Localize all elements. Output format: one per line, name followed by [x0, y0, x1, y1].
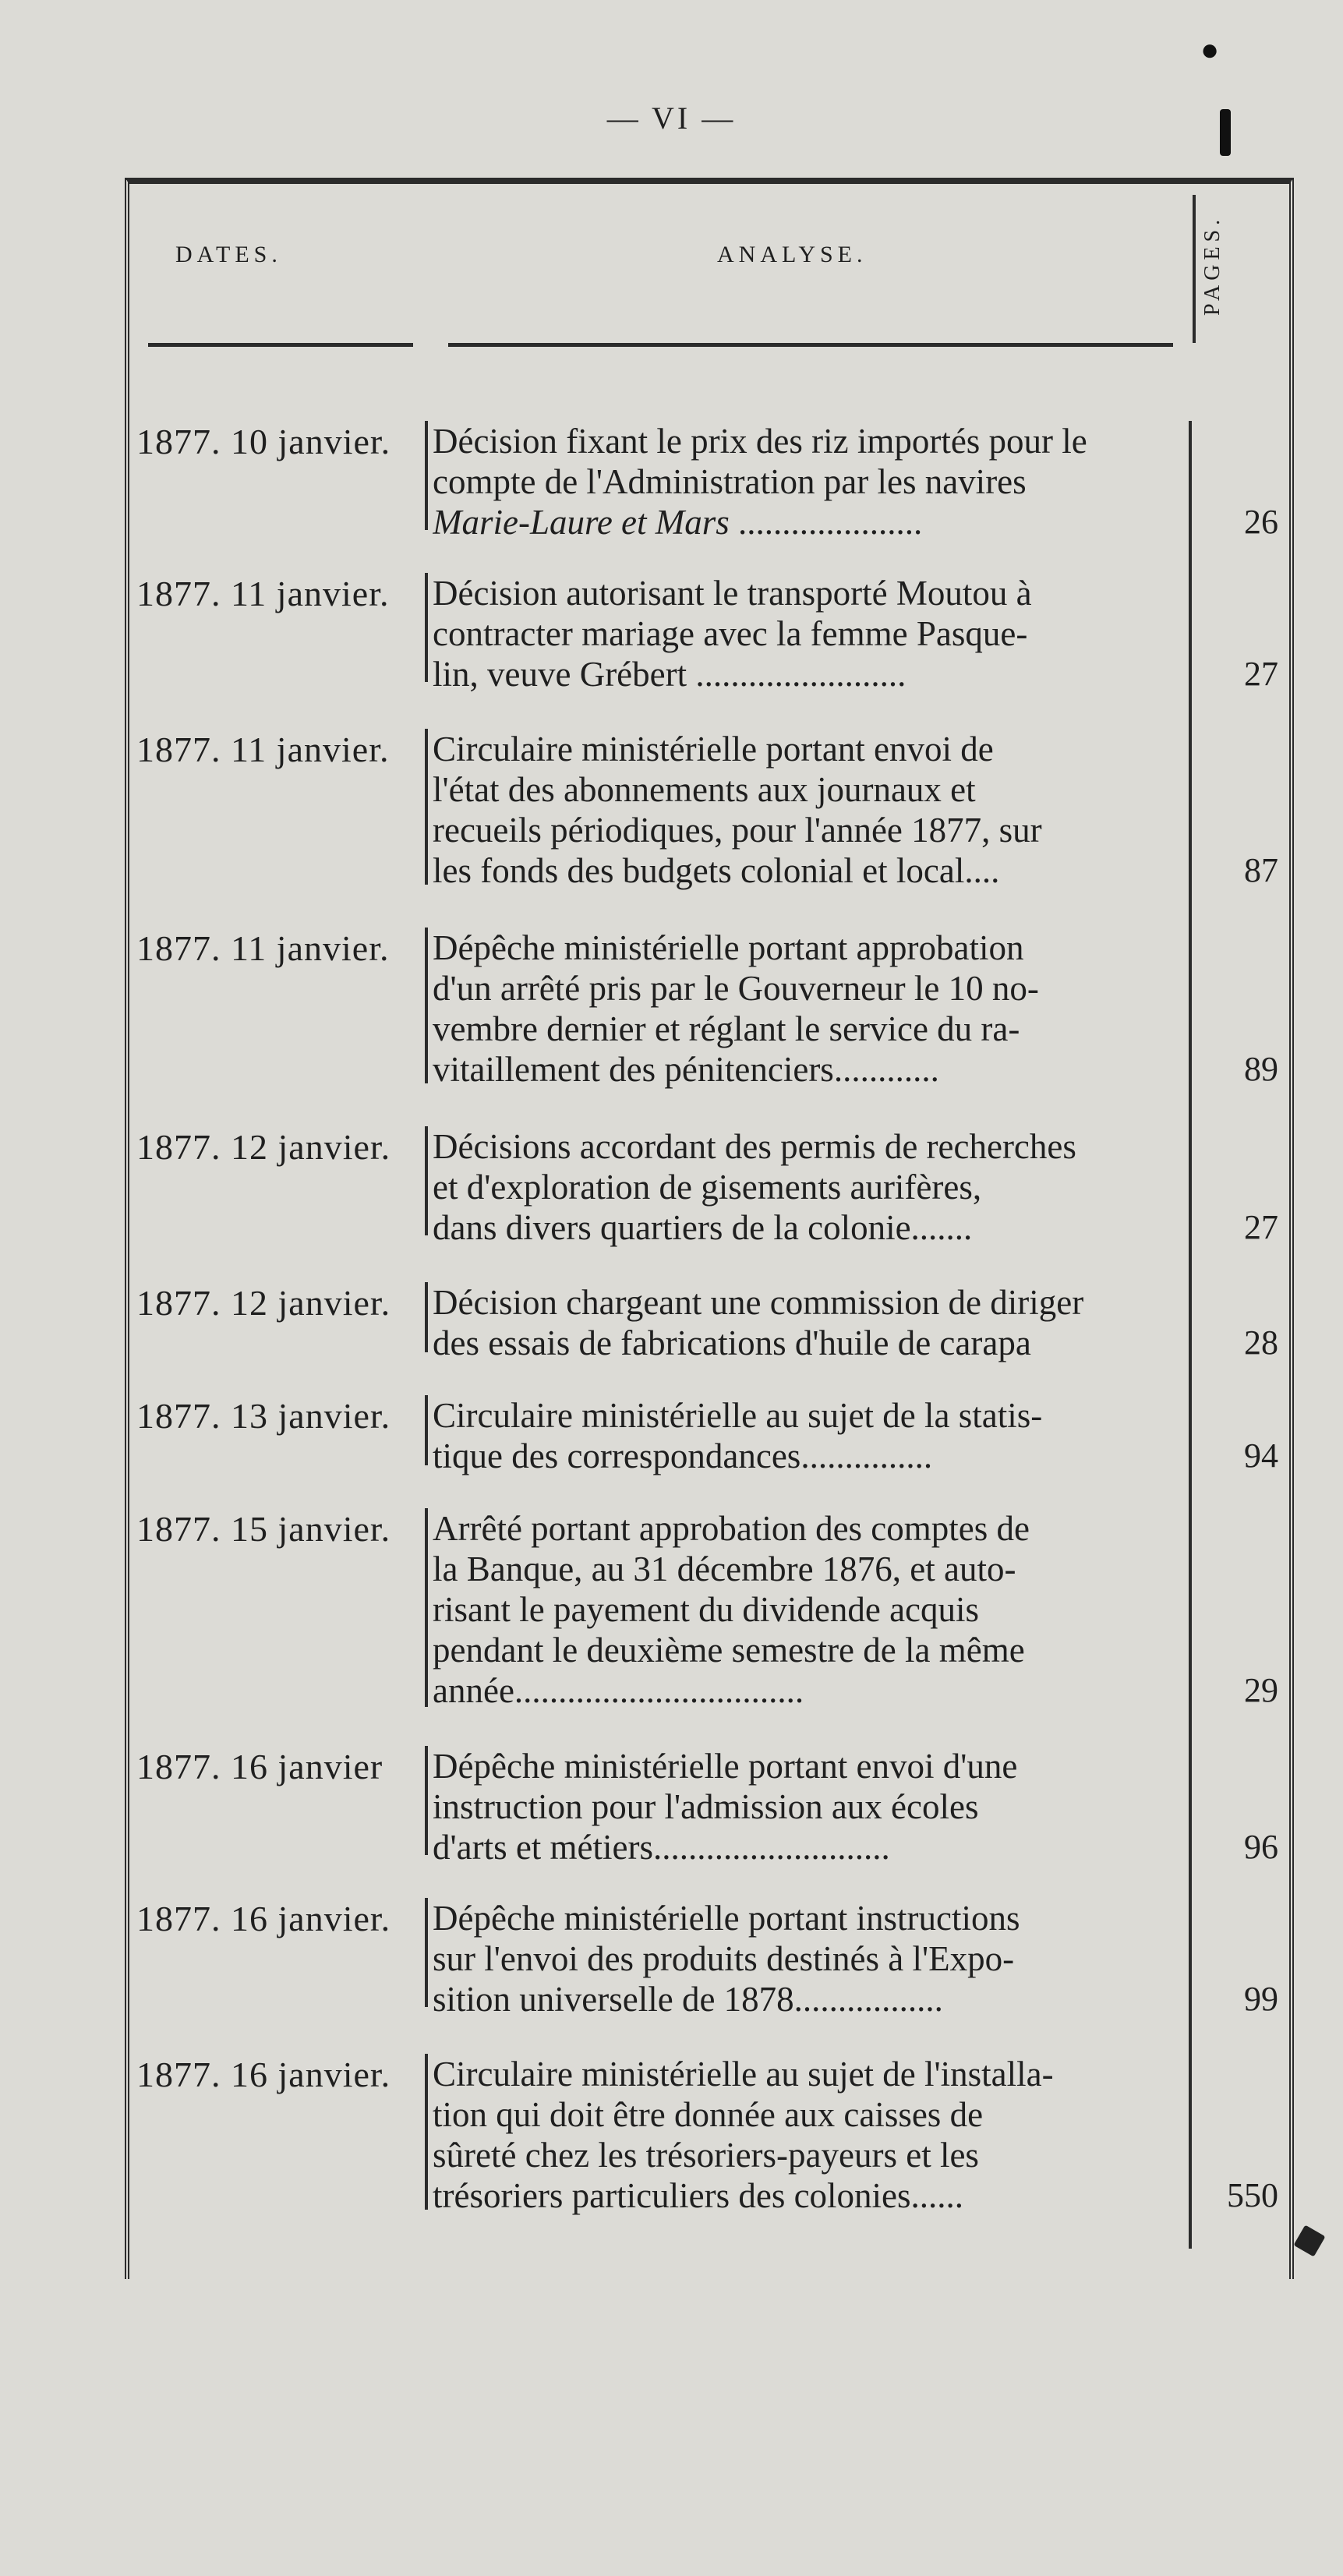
entry-date: 1877. 11 janvier. — [136, 729, 428, 885]
entry-analysis — [433, 1395, 1181, 1476]
entry-line: Décision autorisant le transporté Moutou à — [433, 574, 1032, 613]
entry-line: Dépêche ministérielle portant envoi d'une — [433, 1747, 1018, 1786]
entry-line: Circulaire ministérielle portant envoi de — [433, 730, 994, 769]
entry-last-line: Marie-Laure et Mars ..................... — [433, 503, 923, 542]
list-item — [0, 1395, 1343, 1475]
entry-page: 87 — [1244, 851, 1278, 889]
list-item — [0, 1126, 1343, 1247]
entry-analysis — [433, 1746, 1181, 1868]
entry-date: 1877. 12 janvier. — [136, 1282, 428, 1352]
entry-line: recueils périodiques, pour l'année 1877, sur — [433, 811, 1042, 850]
entry-page: 27 — [1244, 655, 1278, 693]
entry-line: et d'exploration de gisements aurifères, — [433, 1168, 982, 1207]
list-item — [0, 1746, 1343, 1867]
entry-analysis — [433, 1508, 1181, 1711]
header-analyse: ANALYSE. — [717, 242, 868, 267]
pages-header-separator — [1193, 195, 1196, 343]
entry-analysis — [433, 1282, 1181, 1363]
list-item — [0, 1282, 1343, 1362]
list-item — [0, 2054, 1343, 2215]
entry-analysis — [433, 2054, 1181, 2216]
entry-last-line: trésoriers particuliers des colonies...... — [433, 2176, 964, 2215]
entry-date: 1877. 12 janvier. — [136, 1126, 428, 1235]
entry-analysis — [433, 421, 1181, 542]
entry-last-line: des essais de fabrications d'huile de carapa — [433, 1323, 1031, 1362]
entry-line: sûreté chez les trésoriers-payeurs et les — [433, 2136, 979, 2175]
entry-page: 29 — [1244, 1671, 1278, 1709]
entry-date: 1877. 15 janvier. — [136, 1508, 428, 1707]
entry-line: l'état des abonnements aux journaux et — [433, 770, 976, 809]
list-item — [0, 928, 1343, 1089]
entry-page: 27 — [1244, 1208, 1278, 1246]
entry-line: contracter mariage avec la femme Pasque- — [433, 614, 1028, 653]
entry-last-line: dans divers quartiers de la colonie....... — [433, 1208, 973, 1247]
list-item — [0, 421, 1343, 542]
entry-analysis — [433, 729, 1181, 891]
entry-line: pendant le deuxième semestre de la même — [433, 1631, 1025, 1670]
entry-page: 99 — [1244, 1980, 1278, 2018]
entry-last-line: vitaillement des pénitenciers............ — [433, 1050, 939, 1089]
entry-line: Décision fixant le prix des riz importés pour le — [433, 422, 1087, 461]
entry-line: instruction pour l'admission aux écoles — [433, 1787, 979, 1826]
ink-blot-mark: ● — [1200, 32, 1220, 67]
entry-analysis — [433, 928, 1181, 1090]
entry-line: risant le payement du dividende acquis — [433, 1590, 980, 1629]
list-item — [0, 1898, 1343, 2019]
entry-last-line: d'arts et métiers........................... — [433, 1828, 890, 1867]
entry-line: sur l'envoi des produits destinés à l'Expo- — [433, 1939, 1015, 1978]
entry-date: 1877. 11 janvier. — [136, 928, 428, 1083]
entry-page: 28 — [1244, 1323, 1278, 1362]
entry-page: 89 — [1244, 1050, 1278, 1088]
entry-last-line: les fonds des budgets colonial et local.... — [433, 851, 1000, 890]
analyse-header-rule — [448, 343, 1173, 347]
entry-last-line: lin, veuve Grébert ........................ — [433, 655, 907, 694]
entry-line: Dépêche ministérielle portant approbation — [433, 928, 1024, 967]
entry-date: 1877. 16 janvier — [136, 1746, 428, 1855]
ink-corner-mark — [1294, 2225, 1326, 2257]
list-item — [0, 573, 1343, 694]
entry-line: Arrêté portant approbation des comptes de — [433, 1509, 1030, 1548]
entry-page: 26 — [1244, 503, 1278, 541]
entry-date: 1877. 16 janvier. — [136, 1898, 428, 2007]
entry-page: 94 — [1244, 1436, 1278, 1475]
entry-line: Circulaire ministérielle au sujet de la statis- — [433, 1396, 1043, 1435]
entry-page: 96 — [1244, 1828, 1278, 1866]
entry-line: Décisions accordant des permis de recherches — [433, 1127, 1076, 1166]
entry-analysis — [433, 573, 1181, 694]
entry-last-line: sition universelle de 1878................. — [433, 1980, 943, 2019]
entry-last-line: année................................. — [433, 1671, 804, 1710]
entry-line: tion qui doit être donnée aux caisses de — [433, 2095, 984, 2134]
entry-line: compte de l'Administration par les navires — [433, 462, 1027, 501]
entry-date: 1877. 10 janvier. — [136, 421, 428, 530]
entry-analysis — [433, 1126, 1181, 1248]
entry-line: Décision chargeant une commission de diriger — [433, 1283, 1084, 1322]
header-pages: PAGES. — [1200, 214, 1225, 316]
page-number: — VI — — [606, 101, 737, 136]
entry-date: 1877. 13 janvier. — [136, 1395, 428, 1465]
entry-last-line: tique des correspondances............... — [433, 1436, 933, 1475]
entry-date: 1877. 16 janvier. — [136, 2054, 428, 2210]
list-item — [0, 1508, 1343, 1710]
list-item — [0, 729, 1343, 890]
dates-header-rule — [148, 343, 413, 347]
entry-line: Circulaire ministérielle au sujet de l'installa- — [433, 2055, 1054, 2094]
entry-date: 1877. 11 janvier. — [136, 573, 428, 682]
entry-line: d'un arrêté pris par le Gouverneur le 10 no- — [433, 969, 1039, 1008]
ink-bar-mark — [1220, 109, 1231, 156]
entry-line: la Banque, au 31 décembre 1876, et auto- — [433, 1549, 1016, 1588]
entry-page: 550 — [1227, 2176, 1278, 2214]
entry-line: Dépêche ministérielle portant instructions — [433, 1899, 1020, 1938]
entry-line: vembre dernier et réglant le service du ra- — [433, 1009, 1020, 1048]
header-dates: DATES. — [175, 242, 282, 267]
entry-analysis — [433, 1898, 1181, 2019]
